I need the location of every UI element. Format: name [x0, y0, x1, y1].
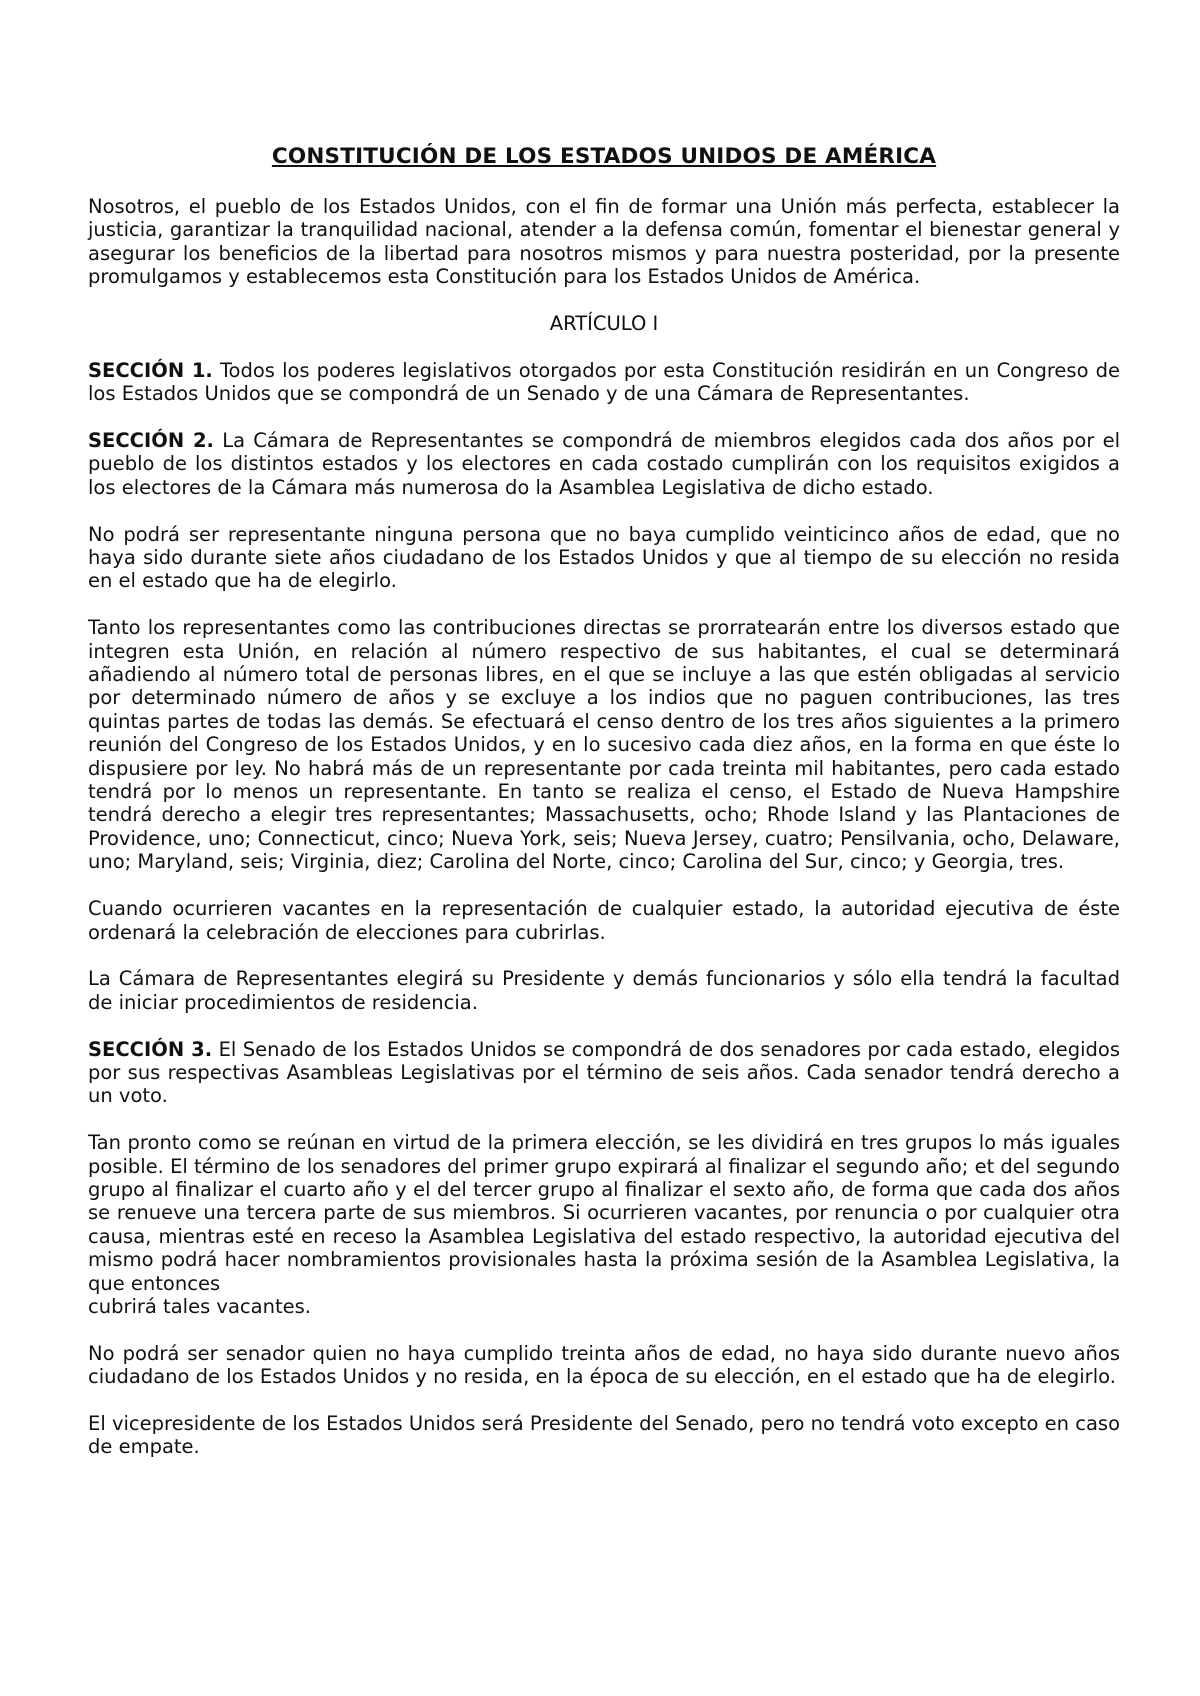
section-3-text-2: Tan pronto como se reúnan en virtud de la primera elección, se les dividirá en tres grupos lo más iguales posible. El término de los senadores del primer grupo expirará al finalizar el segundo año; et del segundo grupo al finalizar el cuarto año y el del tercer grupo al finalizar el sexto año, de forma que cada dos años se renueve una tercera parte de sus miembros. Si ocurrieren vacantes, por renuncia o por cualquier otra causa, mientras esté en receso la Asamblea Legislativa del estado respectivo, la autoridad ejecutiva del mismo podrá hacer nombramientos provisionales hasta la próxima sesión de la Asamblea Legislativa, la que entonces [88, 1131, 1120, 1295]
section-1-label: SECCIÓN 1. [88, 358, 213, 382]
section-2-text: La Cámara de Representantes se compondrá de miembros elegidos cada dos años por el pueblo de los distintos estados y los electores en cada costado cumplirán con los requisitos exigidos a los electores de la Cámara más numerosa do la Asamblea Legislativa de dicho estado. [88, 429, 1121, 499]
section-3-paragraph-2 [88, 1131, 1120, 1318]
section-3-paragraph [88, 1038, 1120, 1108]
section-3-label: SECCIÓN 3. [88, 1037, 213, 1061]
section-3-paragraph-4: El vicepresidente de los Estados Unidos será Presidente del Senado, pero no tendrá voto excepto en caso de empate. [88, 1411, 1120, 1459]
section-2-paragraph-4: Cuando ocurrieren vacantes en la representación de cualquier estado, la autoridad ejecutiva de éste ordenará la celebración de elecciones para cubrirlas. [88, 897, 1120, 944]
section-3-text: El Senado de los Estados Unidos se compondrá de dos senadores por cada estado, elegidos por sus respectivas Asambleas Legislativas por el término de seis años. Cada senador tendrá derecho a un voto. [88, 1037, 1120, 1108]
document-title: CONSTITUCIÓN DE LOS ESTADOS UNIDOS DE AMÉRICA [271, 144, 937, 169]
section-1-text: Todos los poderes legislativos otorgados por esta Constitución residirán en un Congreso de los Estados Unidos que se compondrá de un Senado y de una Cámara de Representantes. [88, 358, 1120, 406]
preamble-paragraph: Nosotros, el pueblo de los Estados Unidos, con el fin de formar una Unión más perfecta, establecer la justicia, garantizar la tranquilidad nacional, atender a la defensa común, fomentar el bienestar general y asegurar los beneficios de la libertad para nosotros mismos y para nuestra posteridad, por la presente promulgamos y establecemos esta Constitución para los Estados Unidos de América. [88, 195, 1120, 289]
section-3-paragraph-3: No podrá ser senador quien no haya cumplido treinta años de edad, no haya sido durante nuevo años ciudadano de los Estados Unidos y no resida, en la época de su elección, en el estado que ha de elegirlo. [88, 1341, 1120, 1389]
article-heading: ARTÍCULO I [549, 312, 659, 336]
section-3-text-2-cont: cubrirá tales vacantes. [88, 1294, 311, 1318]
section-2-paragraph [88, 429, 1120, 499]
section-2-paragraph-2: No podrá ser representante ninguna persona que no baya cumplido veinticinco años de edad, que no haya sido durante siete años ciudadano de los Estados Unidos y que al tiempo de su elección no resida en el estado que ha de elegirlo. [88, 522, 1120, 593]
section-1-paragraph [88, 359, 1120, 406]
section-2-paragraph-3: Tanto los representantes como las contribuciones directas se prorratearán entre los diversos estado que integren esta Unión, en relación al número respectivo de sus habitantes, el cual se determinará añadiendo al número total de personas libres, en el que se incluye a las que estén obligadas al servicio por determinado número de años y se excluye a los indios que no paguen contribuciones, las tres quintas partes de todas las demás. Se efectuará el censo dentro de los tres años siguientes a la primero reunión del Congreso de los Estados Unidos, y en lo sucesivo cada diez años, en la forma en que éste lo dispusiere por ley. No habrá más de un representante por cada treinta mil habitantes, pero cada estado tendrá por lo menos un representante. En tanto se realiza el censo, el Estado de Nueva Hampshire tendrá derecho a elegir tres representantes; Massachusetts, ocho; Rhode Island y las Plantaciones de Providence, uno; Connecticut, cinco; Nueva York, seis; Nueva Jersey, cuatro; Pensilvania, ocho, Delaware, uno; Maryland, seis; Virginia, diez; Carolina del Norte, cinco; Carolina del Sur, cinco; y Georgia, tres. [88, 616, 1120, 874]
section-2-label: SECCIÓN 2. [88, 429, 214, 453]
document-body [88, 143, 1120, 1482]
section-2-paragraph-5: La Cámara de Representantes elegirá su Presidente y demás funcionarios y sólo ella tendrá la facultad de iniciar procedimientos de residencia. [88, 967, 1120, 1014]
